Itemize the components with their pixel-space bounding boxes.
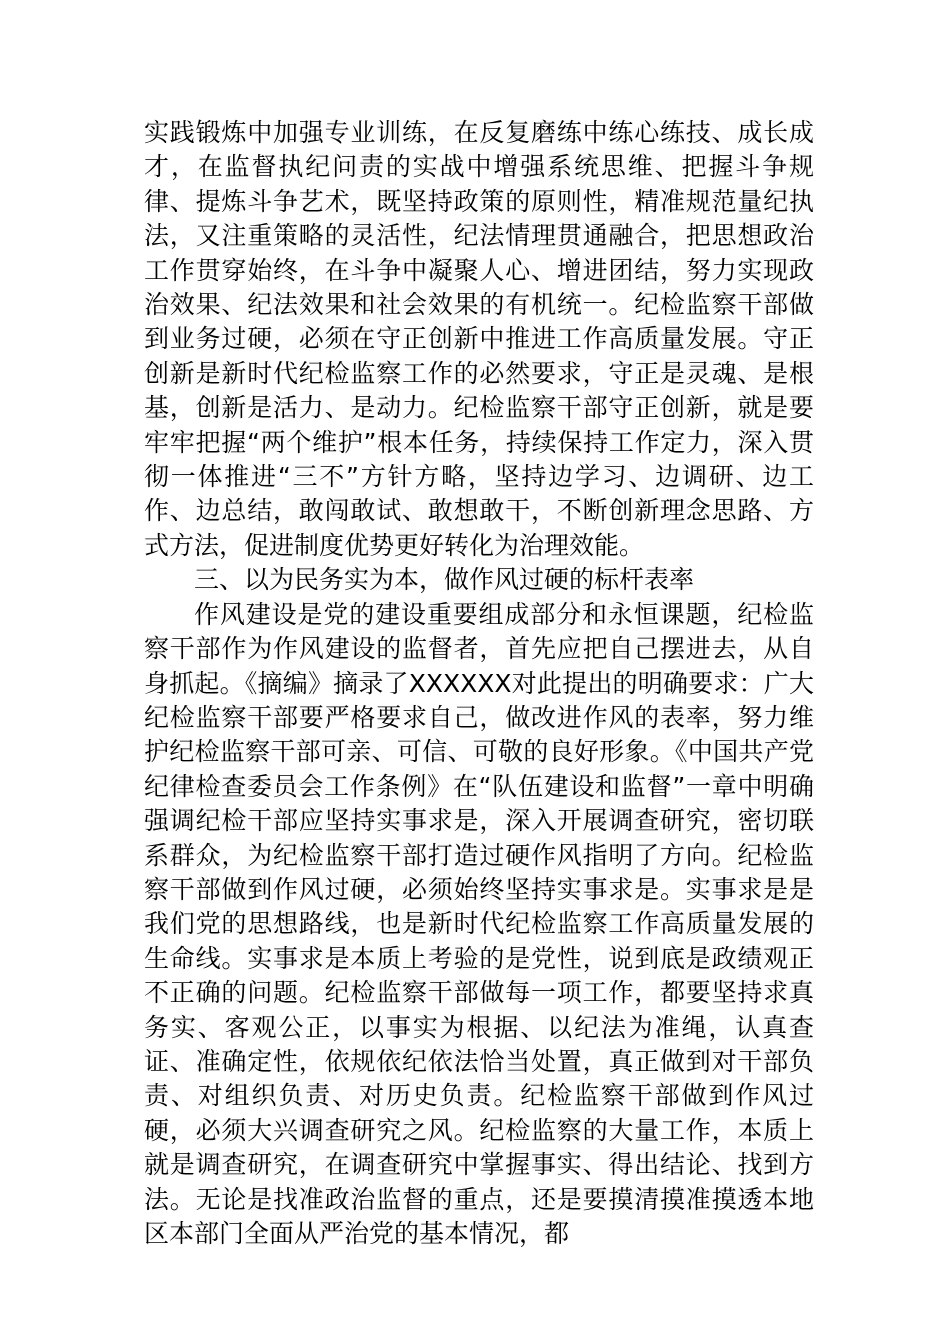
paragraph-continuation: 实践锻炼中加强专业训练，在反复磨练中练心练技、成长成才，在监督执纪问责的实战中增强系统思维、把握斗争规律、提炼斗争艺术，既坚持政策的原则性，精准规范量纪执法，又注重策略的灵活性，纪法情理贯通融合，把思想政治工作贯穿始终，在斗争中凝聚人心、增进团结，努力实现政治效果、纪法效果和社会效果的有机统一。纪检监察干部做到业务过硬，必须在守正创新中推进工作高质量发展。守正创新是新时代纪检监察工作的必然要求，守正是灵魂、是根基，创新是活力、是动力。纪检监察干部守正创新，就是要牢牢把握“两个维护”根本任务，持续保持工作定力，深入贯彻一体推进“三不”方针方略，坚持边学习、边调研、边工作、边总结，敢闯敢试、敢想敢干，不断创新理念思路、方式方法，促进制度优势更好转化为治理效能。 [144, 118, 814, 560]
document-body [144, 116, 814, 1251]
section-heading: 三、以为民务实为本，做作风过硬的标杆表率 [194, 565, 695, 595]
paragraph-body: 作风建设是党的建设重要组成部分和永恒课题，纪检监察干部作为作风建设的监督者，首先应把自己摆进去，从自身抓起。《摘编》摘录了XXXXXX对此提出的明确要求：广大纪检监察干部要严格要求自己，做改进作风的表率，努力维护纪检监察干部可亲、可信、可敬的良好形象。《中国共产党纪律检查委员会工作条例》在“队伍建设和监督”一章中明确强调纪检干部应坚持实事求是，深入开展调查研究，密切联系群众，为纪检监察干部打造过硬作风指明了方向。纪检监察干部做到作风过硬，必须始终坚持实事求是。实事求是是我们党的思想路线，也是新时代纪检监察工作高质量发展的生命线。实事求是本质上考验的是党性，说到底是政绩观正不正确的问题。纪检监察干部做每一项工作，都要坚持求真务实、客观公正，以事实为根据、以纪法为准绳，认真查证、准确定性，依规依纪依法恰当处置，真正做到对干部负责、对组织负责、对历史负责。纪检监察干部做到作风过硬，必须大兴调查研究之风。纪检监察的大量工作，本质上就是调查研究，在调查研究中掌握事实、得出结论、找到方法。无论是找准政治监督的重点，还是要摸清摸准摸透本地区本部门全面从严治党的基本情况，都 [144, 599, 814, 1248]
